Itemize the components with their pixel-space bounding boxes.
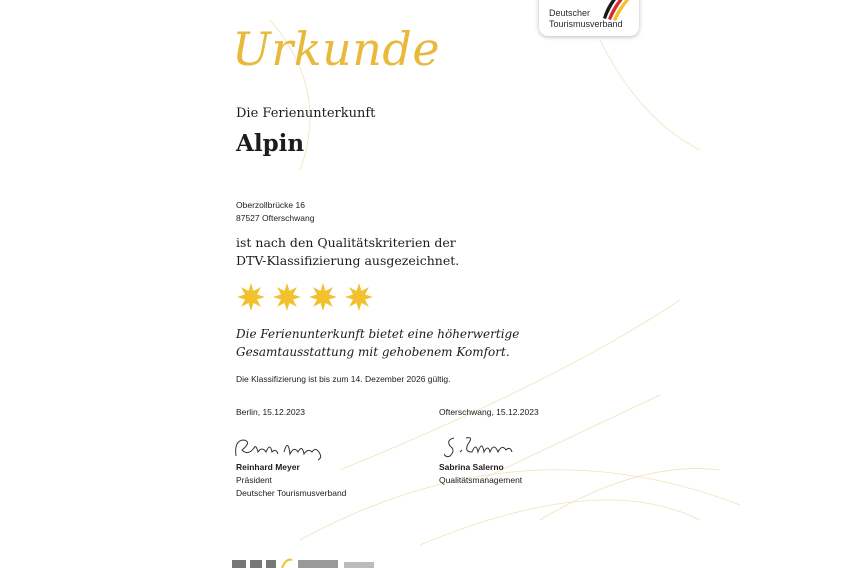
- property-name: Alpin: [236, 130, 305, 157]
- star-rating: [236, 282, 376, 312]
- dtv-logo: [539, 0, 639, 36]
- statement-line-1: ist nach den Qualitätskriterien der: [236, 235, 456, 250]
- statement-line-2: DTV-Klassifizierung ausgezeichnet.: [236, 253, 460, 268]
- left-signer-role: Präsident: [236, 475, 272, 485]
- left-signer-org: Deutscher Tourismusverband: [236, 488, 347, 498]
- logo-text: [549, 8, 623, 30]
- star-icon: [273, 283, 301, 311]
- address-city: 87527 Ofterschwang: [236, 213, 315, 223]
- description-line-1: Die Ferienunterkunft bietet eine höherwertige: [236, 327, 520, 341]
- validity-text: Die Klassifizierung ist bis zum 14. Dezember 2026 gültig.: [236, 374, 451, 384]
- address-street: Oberzollbrücke 16: [236, 200, 305, 210]
- certificate-title: Urkunde: [232, 22, 441, 76]
- intro-text: Die Ferienunterkunft: [236, 106, 376, 121]
- logo-line-2: Tourismusverband: [549, 19, 623, 29]
- star-icon: [345, 283, 373, 311]
- description-line-2: Gesamtausstattung mit gehobenem Komfort.: [236, 345, 510, 359]
- right-signer-role: Qualitätsmanagement: [439, 475, 523, 485]
- logo-line-1: Deutscher: [549, 8, 591, 18]
- left-signature: [232, 434, 332, 462]
- right-signature: [444, 432, 516, 460]
- star-icon: [237, 283, 265, 311]
- right-signer-name: Sabrina Salerno: [439, 462, 504, 472]
- footer-logo-fragment: [232, 556, 392, 568]
- left-place-date: Berlin, 15.12.2023: [236, 407, 305, 417]
- star-icon: [309, 283, 337, 311]
- left-signer-name: Reinhard Meyer: [236, 462, 300, 472]
- right-place-date: Ofterschwang, 15.12.2023: [439, 407, 539, 417]
